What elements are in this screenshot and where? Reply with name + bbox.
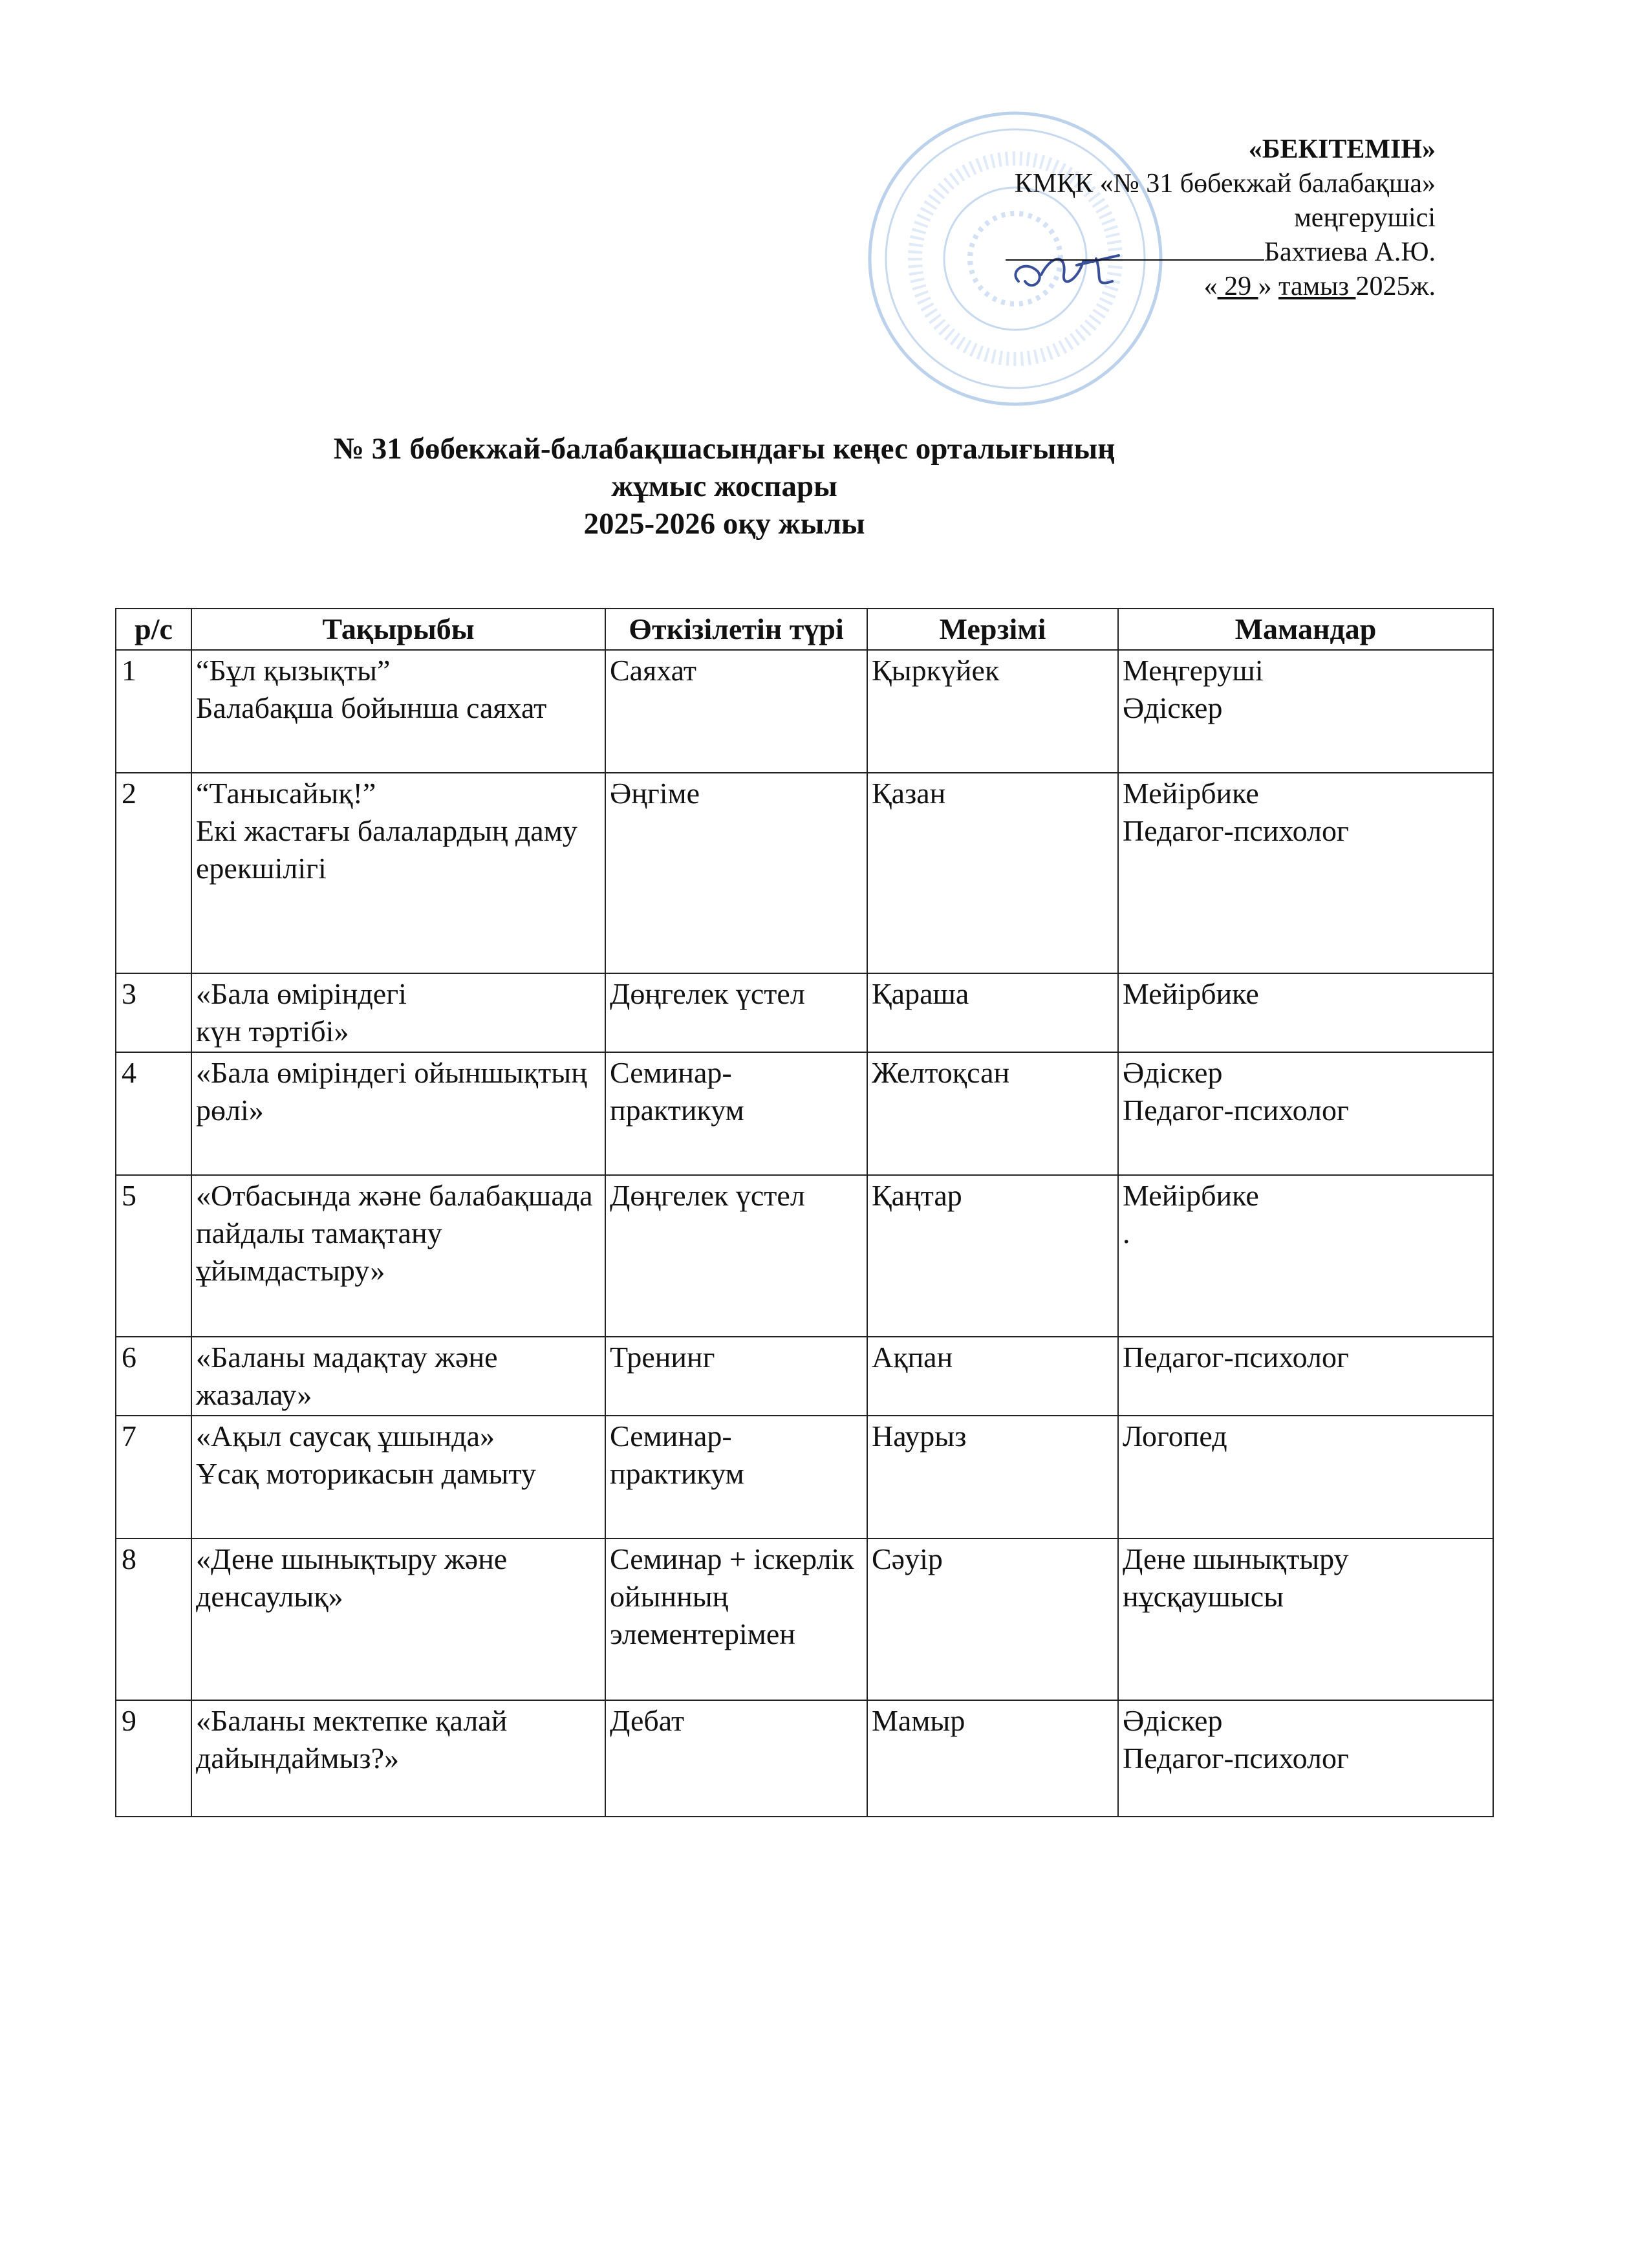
specialist-name: Меңгеруші xyxy=(1123,654,1264,687)
specialist-name: Әдіскер xyxy=(1123,1704,1223,1737)
table-row xyxy=(116,650,1493,773)
row-number: 8 xyxy=(116,1539,191,1700)
specialist-name: Педагог-психолог xyxy=(1123,1341,1349,1374)
header-number: р/с xyxy=(116,609,191,650)
title-line-1: № 31 бөбекжай-балабақшасындағы кеңес орталығының xyxy=(333,432,1116,466)
document-title xyxy=(194,430,1255,543)
row-topic: «Бала өміріндегі күн тәртібі» xyxy=(191,973,605,1052)
row-specialists xyxy=(1118,1700,1493,1817)
row-form: Дөңгелек үстел xyxy=(605,973,867,1052)
row-form: Семинар-практикум xyxy=(605,1416,867,1539)
row-number: 6 xyxy=(116,1337,191,1416)
specialist-name: Педагог-психолог xyxy=(1123,1742,1349,1775)
table-row xyxy=(116,1416,1493,1539)
row-number: 5 xyxy=(116,1175,191,1337)
table-row xyxy=(116,773,1493,973)
row-form: Семинар + іскерлік ойынның элементерімен xyxy=(605,1539,867,1700)
approval-position: меңгерушісі xyxy=(1294,203,1436,233)
date-year: 2025ж. xyxy=(1355,272,1436,301)
row-specialists xyxy=(1118,1337,1493,1416)
table-header-row xyxy=(116,609,1493,650)
specialist-name: Мейірбике xyxy=(1123,977,1259,1010)
specialist-name: . xyxy=(1123,1216,1130,1249)
row-topic: “Танысайық!” Екі жастағы балалардың даму ерекшілігі xyxy=(191,773,605,973)
specialist-name: Дене шынықтыру нұсқаушысы xyxy=(1123,1542,1349,1613)
table-row xyxy=(116,1337,1493,1416)
approval-block xyxy=(879,133,1436,304)
row-form: Тренинг xyxy=(605,1337,867,1416)
specialist-name: Мейірбике xyxy=(1123,777,1259,810)
date-month: тамыз xyxy=(1278,272,1356,301)
header-date: Мерзімі xyxy=(867,609,1118,650)
row-date: Ақпан xyxy=(867,1337,1118,1416)
title-line-2: жұмыс жоспары xyxy=(611,470,837,503)
row-number: 3 xyxy=(116,973,191,1052)
row-topic: «Бала өміріндегі ойыншықтың рөлі» xyxy=(191,1052,605,1175)
row-number: 9 xyxy=(116,1700,191,1817)
header-topic: Тақырыбы xyxy=(191,609,605,650)
specialist-name: Әдіскер xyxy=(1123,691,1223,724)
row-form: Дөңгелек үстел xyxy=(605,1175,867,1337)
row-number: 7 xyxy=(116,1416,191,1539)
row-number: 4 xyxy=(116,1052,191,1175)
row-topic: «Ақыл саусақ ұшында» Ұсақ моторикасын дамыту xyxy=(191,1416,605,1539)
table-row xyxy=(116,973,1493,1052)
table-row xyxy=(116,1700,1493,1817)
table-row xyxy=(116,1539,1493,1700)
date-day: 29 xyxy=(1217,272,1258,301)
header-form: Өткізілетін түрі xyxy=(605,609,867,650)
row-date: Мамыр xyxy=(867,1700,1118,1817)
specialist-name: Педагог-психолог xyxy=(1123,814,1349,847)
work-plan-table xyxy=(115,608,1494,1817)
row-number: 1 xyxy=(116,650,191,773)
row-date: Желтоқсан xyxy=(867,1052,1118,1175)
row-specialists xyxy=(1118,973,1493,1052)
specialist-name: Мейірбике xyxy=(1123,1179,1259,1212)
approval-date xyxy=(879,270,1436,304)
row-topic: «Дене шынықтыру және денсаулық» xyxy=(191,1539,605,1700)
row-specialists xyxy=(1118,1175,1493,1337)
header-specialists: Мамандар xyxy=(1118,609,1493,650)
row-date: Наурыз xyxy=(867,1416,1118,1539)
specialist-name: Логопед xyxy=(1123,1420,1227,1453)
table-row xyxy=(116,1175,1493,1337)
date-mid: » xyxy=(1258,272,1279,301)
approval-organization: КМҚК «№ 31 бөбекжай балабақша» xyxy=(1014,169,1436,199)
signature-underline xyxy=(1006,239,1264,261)
specialist-name: Педагог-психолог xyxy=(1123,1094,1349,1127)
row-form: Саяхат xyxy=(605,650,867,773)
date-prefix: « xyxy=(1203,272,1218,301)
row-specialists xyxy=(1118,1539,1493,1700)
row-form: Дебат xyxy=(605,1700,867,1817)
row-topic: «Отбасында және балабақшада пайдалы тамақтану ұйымдастыру» xyxy=(191,1175,605,1337)
approval-heading: «БЕКІТЕМІН» xyxy=(1248,135,1436,164)
title-line-3: 2025-2026 оқу жылы xyxy=(583,507,865,541)
row-date: Сәуір xyxy=(867,1539,1118,1700)
row-date: Қараша xyxy=(867,973,1118,1052)
row-date: Қаңтар xyxy=(867,1175,1118,1337)
row-number: 2 xyxy=(116,773,191,973)
approval-signature-line xyxy=(879,235,1436,270)
row-specialists xyxy=(1118,1052,1493,1175)
row-date: Қазан xyxy=(867,773,1118,973)
row-specialists xyxy=(1118,1416,1493,1539)
row-topic: «Баланы мектепке қалай дайындаймыз?» xyxy=(191,1700,605,1817)
row-specialists xyxy=(1118,650,1493,773)
table-row xyxy=(116,1052,1493,1175)
specialist-name: Әдіскер xyxy=(1123,1056,1223,1089)
row-date: Қыркүйек xyxy=(867,650,1118,773)
table-body xyxy=(116,650,1493,1817)
row-specialists xyxy=(1118,773,1493,973)
approval-name: Бахтиева А.Ю. xyxy=(1264,237,1436,267)
row-topic: “Бұл қызықты” Балабақша бойынша саяхат xyxy=(191,650,605,773)
row-form: Әңгіме xyxy=(605,773,867,973)
row-topic: «Баланы мадақтау және жазалау» xyxy=(191,1337,605,1416)
row-form: Семинар-практикум xyxy=(605,1052,867,1175)
